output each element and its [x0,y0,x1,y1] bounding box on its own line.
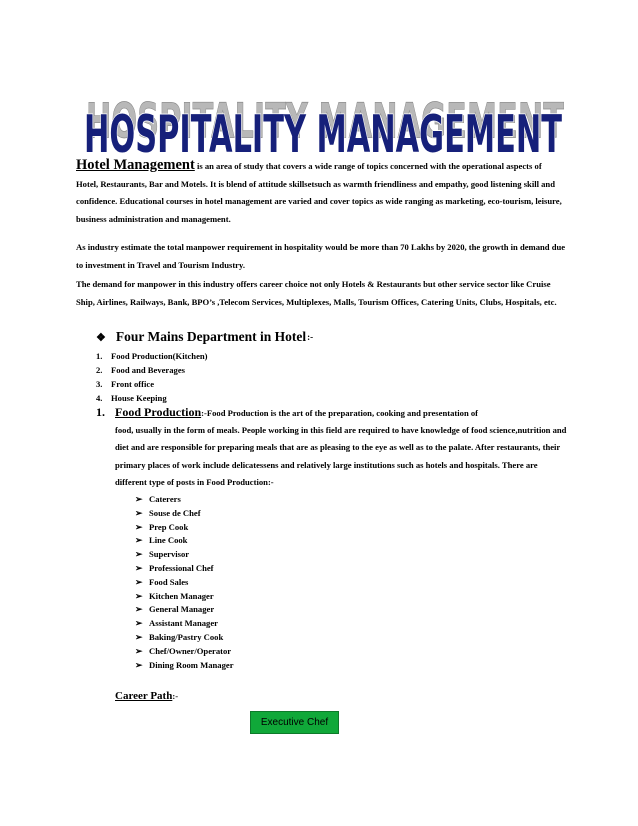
list-item [96,363,208,377]
manpower-paragraph: As industry estimate the total manpower requirement in hospitality would be more than 70 Lakhs by 2020, the growth in demand due to investment in Travel and Tourism Industry. [76,242,566,270]
list-item [135,521,234,535]
food-production-posts [135,493,234,672]
intro-lead: Hotel Management [76,157,195,173]
arrow-bullet-icon: ➢ [135,618,143,629]
list-number: 3. [96,379,103,389]
arrow-bullet-icon: ➢ [135,562,143,573]
departments-heading-tail: :- [307,332,314,342]
page-title [78,72,568,156]
post-label: Prep Cook [149,521,189,532]
arrow-bullet-icon: ➢ [135,535,143,546]
list-item [135,534,234,548]
arrow-bullet-icon: ➢ [135,494,143,504]
demand-paragraph: The demand for manpower in this industry offers career choice not only Hotels & Restaurants but other service sector like Cruise Ship, Airlines, Railways, Bank, BPO’s ,Telecom Services, Multiplexes, Malls, Tourism Offices, Catering Units, Clubs, Hospitals, etc. [76,279,557,307]
list-item [135,576,234,590]
post-label: General Manager [149,604,215,615]
list-item [135,631,234,645]
post-label: Dining Room Manager [149,659,234,670]
post-label: Chef/Owner/Operator [149,645,232,656]
post-label: Professional Chef [149,562,214,573]
arrow-bullet-icon: ➢ [135,590,143,601]
list-item [135,548,234,562]
list-number: 1. [96,351,103,361]
arrow-bullet-icon: ➢ [135,521,143,532]
list-item [135,603,234,617]
list-item [96,349,208,363]
arrow-bullet-icon: ➢ [135,576,143,587]
arrow-bullet-icon: ➢ [135,604,143,615]
arrow-bullet-icon: ➢ [135,645,143,656]
post-label: Line Cook [149,535,188,546]
arrow-bullet-icon: ➢ [135,659,143,670]
post-label: Caterers [149,494,181,504]
list-label: Food and Beverages [111,365,185,375]
list-label: House Keeping [111,393,167,403]
list-label: Food Production(Kitchen) [111,351,208,361]
diamond-bullet-icon: ❖ [96,331,106,344]
title-shadow: HOSPITALITY MANAGEMENT [85,93,564,150]
executive-chef-box [250,711,339,734]
post-label: Assistant Manager [149,618,218,629]
food-production-section [96,405,568,492]
list-item [96,391,208,405]
food-production-first-line: :-Food Production is the art of the preparation, cooking and presentation of [201,408,479,418]
list-item [135,590,234,604]
food-production-body: food, usually in the form of meals. People working in this field are required to have knowledge of food science,nutrition and diet and are responsible for preparing meals that are as pleasing to the eye as well as to the palate. After restaurants, their primary places of work include delicatessens and relatively large institutions such as hotels and hospitals. There are different type of posts in Food Production:- [115,424,567,487]
intro-text: is an area of study that covers a wide range of topics concerned with the operational aspects of Hotel, Restaurants, Bar and Motels. It is blend of attitude skillsetsuch as warmth friendliness and empathy, good listening skill and confidence. Educational courses in hotel management are varied and cover topics as wide ranging as marketing, eco-tourism, leisure, business administration and management. [76,161,562,224]
list-number: 4. [96,393,103,403]
arrow-bullet-icon: ➢ [135,507,143,518]
list-number: 2. [96,365,103,375]
list-item [135,617,234,631]
departments-heading-text: Four Mains Department in Hotel [115,329,307,344]
food-production-number: 1. [96,405,105,419]
post-label: Supervisor [149,549,190,560]
arrow-bullet-icon: ➢ [135,631,143,642]
executive-chef-label: Executive Chef [260,717,329,728]
post-label: Food Sales [149,576,189,587]
arrow-bullet-icon: ➢ [135,549,143,560]
post-label: Baking/Pastry Cook [149,631,224,642]
list-item [135,493,234,507]
list-item [135,659,234,673]
intro-paragraph [76,157,566,228]
career-path-tail: :- [172,691,179,701]
list-item [135,645,234,659]
departments-list [96,349,208,405]
food-production-heading: Food Production [115,405,202,419]
career-path-label: Career Path [115,690,173,702]
title-text: HOSPITALITY MANAGEMENT [84,105,563,156]
career-path-heading [115,690,178,702]
list-label: Front office [111,379,155,389]
list-item [135,507,234,521]
post-label: Souse de Chef [149,507,201,518]
departments-heading [96,329,313,345]
post-label: Kitchen Manager [149,590,214,601]
list-item [135,562,234,576]
list-item [96,377,208,391]
